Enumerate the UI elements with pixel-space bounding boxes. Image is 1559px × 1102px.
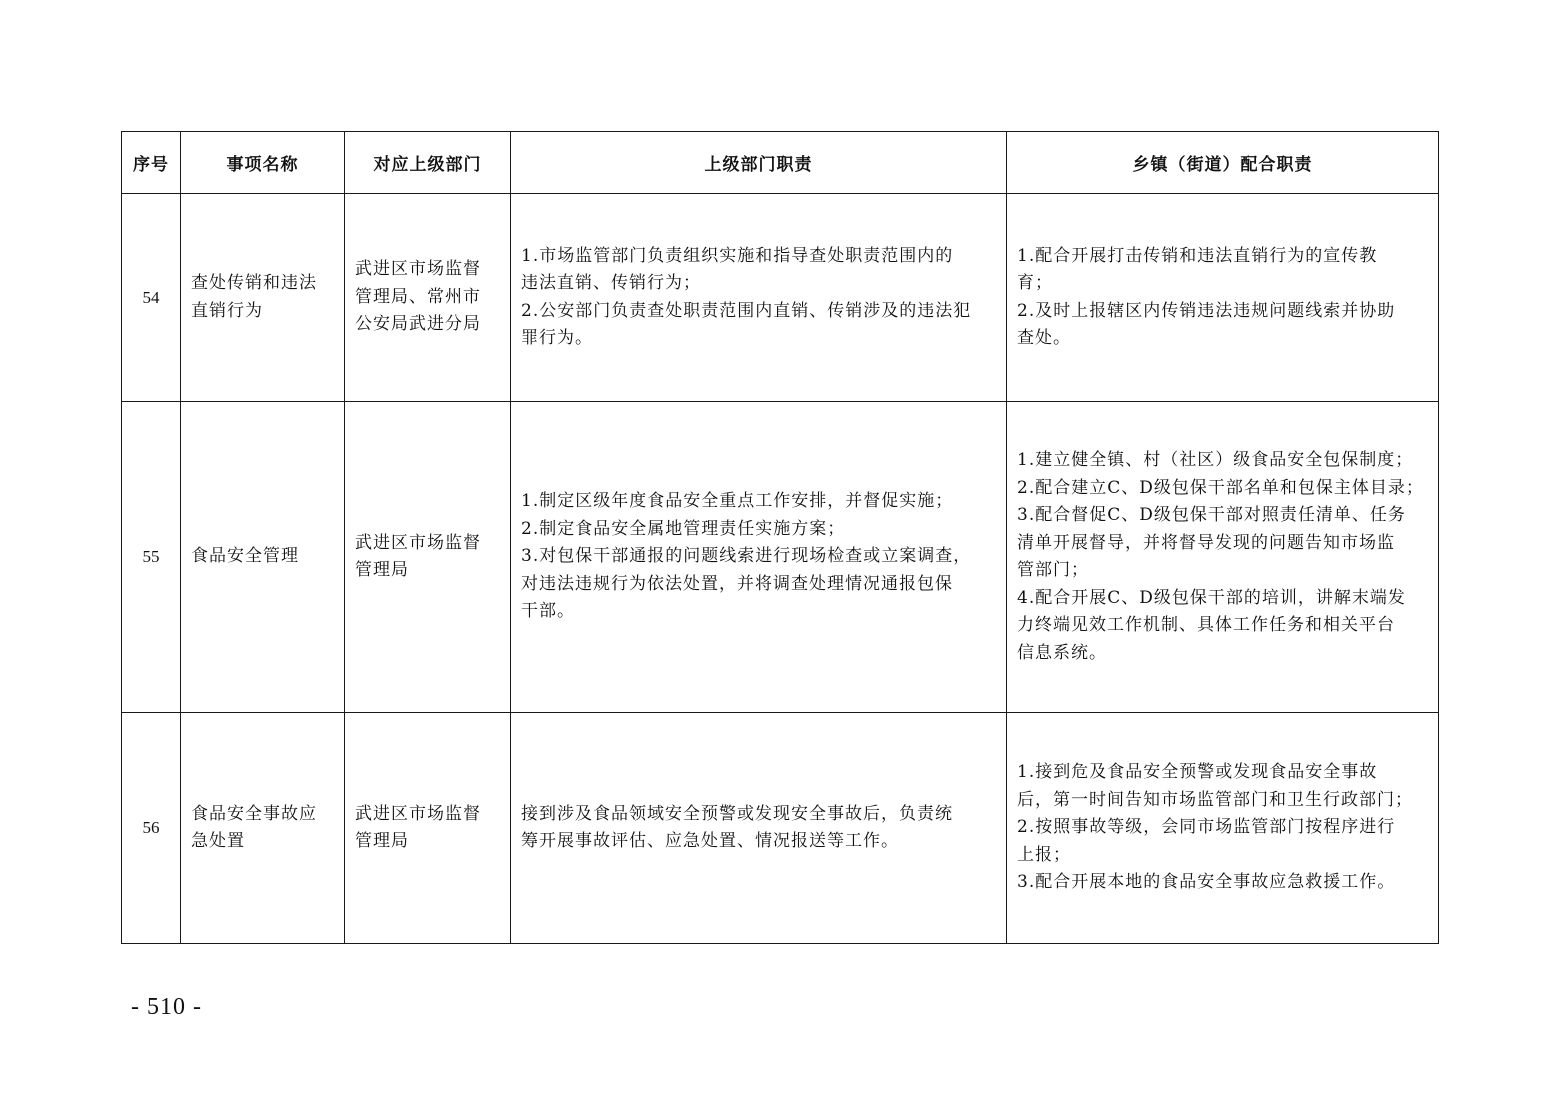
duty-line: 违法直销、传销行为；: [521, 273, 701, 293]
duty-line: 3.对包保干部通报的问题线索进行现场检查或立案调查，: [521, 546, 972, 567]
header-town-cooperation: 乡镇（街道）配合职责: [1007, 132, 1439, 194]
town-cooperation-cell: [1007, 713, 1439, 944]
cooperation-line: 4.配合开展C、D级包保干部的培训，讲解末端发: [1017, 587, 1406, 608]
duty-line: 2.公安部门负责查处职责范围内直销、传销涉及的违法犯: [521, 300, 972, 321]
department-duty-cell: [511, 194, 1007, 402]
cooperation-line: 上报；: [1017, 844, 1071, 865]
department-cell: [345, 713, 511, 944]
header-department: 对应上级部门: [345, 132, 511, 194]
duty-line: 接到涉及食品领域安全预警或发现安全事故后，负责统: [521, 803, 953, 824]
cooperation-line: 力终端见效工作机制、具体工作任务和相关平台: [1017, 615, 1395, 635]
cooperation-line: 3.配合督促C、D级包保干部对照责任清单、任务: [1017, 505, 1406, 525]
department-cell: [345, 402, 511, 713]
page-number: - 510 -: [131, 994, 202, 1020]
header-department-duty: 上级部门职责: [511, 132, 1007, 194]
duty-line: 干部。: [521, 601, 575, 622]
duty-line: 筹开展事故评估、应急处置、情况报送等工作。: [521, 831, 899, 851]
cooperation-line: 3.配合开展本地的食品安全事故应急救援工作。: [1017, 872, 1396, 893]
department-line: 管理局: [355, 831, 409, 851]
department-line: 公安局武进分局: [355, 314, 481, 335]
row-number: 55: [122, 402, 181, 713]
item-name-line: 急处置: [191, 831, 245, 851]
town-cooperation-cell: [1007, 402, 1439, 713]
cooperation-line: 后，第一时间告知市场监管部门和卫生行政部门；: [1017, 789, 1413, 810]
duty-line: 罪行为。: [521, 328, 593, 348]
table-row: [122, 194, 1439, 402]
item-name-line: 直销行为: [191, 300, 263, 321]
item-name-cell: [181, 194, 345, 402]
department-line: 管理局、常州市: [355, 286, 481, 307]
cooperation-line: 查处。: [1017, 328, 1071, 348]
cooperation-line: 1.建立健全镇、村（社区）级食品安全包保制度；: [1017, 450, 1414, 470]
cooperation-line: 2.及时上报辖区内传销违法违规问题线索并协助: [1017, 300, 1396, 321]
department-cell: [345, 194, 511, 402]
cooperation-line: 育；: [1017, 273, 1053, 293]
table-header-row: [122, 132, 1439, 194]
cooperation-line: 清单开展督导，并将督导发现的问题告知市场监: [1017, 532, 1395, 553]
item-name-cell: [181, 402, 345, 713]
department-duty-cell: [511, 402, 1007, 713]
row-number: 56: [122, 713, 181, 944]
duty-line: 1.制定区级年度食品安全重点工作安排，并督促实施；: [521, 491, 954, 512]
department-duty-cell: [511, 713, 1007, 944]
item-name-line: 查处传销和违法: [191, 273, 317, 293]
department-line: 武进区市场监督: [355, 259, 481, 280]
row-number: 54: [122, 194, 181, 402]
table-row: [122, 402, 1439, 713]
item-name-cell: [181, 713, 345, 944]
cooperation-line: 1.接到危及食品安全预警或发现食品安全事故: [1017, 762, 1378, 783]
duty-table: [121, 131, 1439, 944]
cooperation-line: 管部门；: [1017, 560, 1089, 580]
duty-line: 对违法违规行为依法处置，并将调查处理情况通报包保: [521, 573, 953, 594]
cooperation-line: 1.配合开展打击传销和违法直销行为的宣传教: [1017, 245, 1378, 266]
item-name-line: 食品安全事故应: [191, 803, 317, 824]
town-cooperation-cell: [1007, 194, 1439, 402]
cooperation-line: 信息系统。: [1017, 642, 1107, 663]
duty-line: 1.市场监管部门负责组织实施和指导查处职责范围内的: [521, 245, 954, 266]
cooperation-line: 2.按照事故等级，会同市场监管部门按程序进行: [1017, 817, 1396, 838]
item-name-line: 食品安全管理: [191, 546, 299, 567]
table-row: [122, 713, 1439, 944]
header-item-name: 事项名称: [181, 132, 345, 194]
department-line: 管理局: [355, 560, 409, 580]
cooperation-line: 2.配合建立C、D级包保干部名单和包保主体目录；: [1017, 477, 1424, 498]
department-line: 武进区市场监督: [355, 532, 481, 553]
department-line: 武进区市场监督: [355, 803, 481, 824]
duty-line: 2.制定食品安全属地管理责任实施方案；: [521, 518, 846, 539]
header-no: 序号: [122, 132, 181, 194]
